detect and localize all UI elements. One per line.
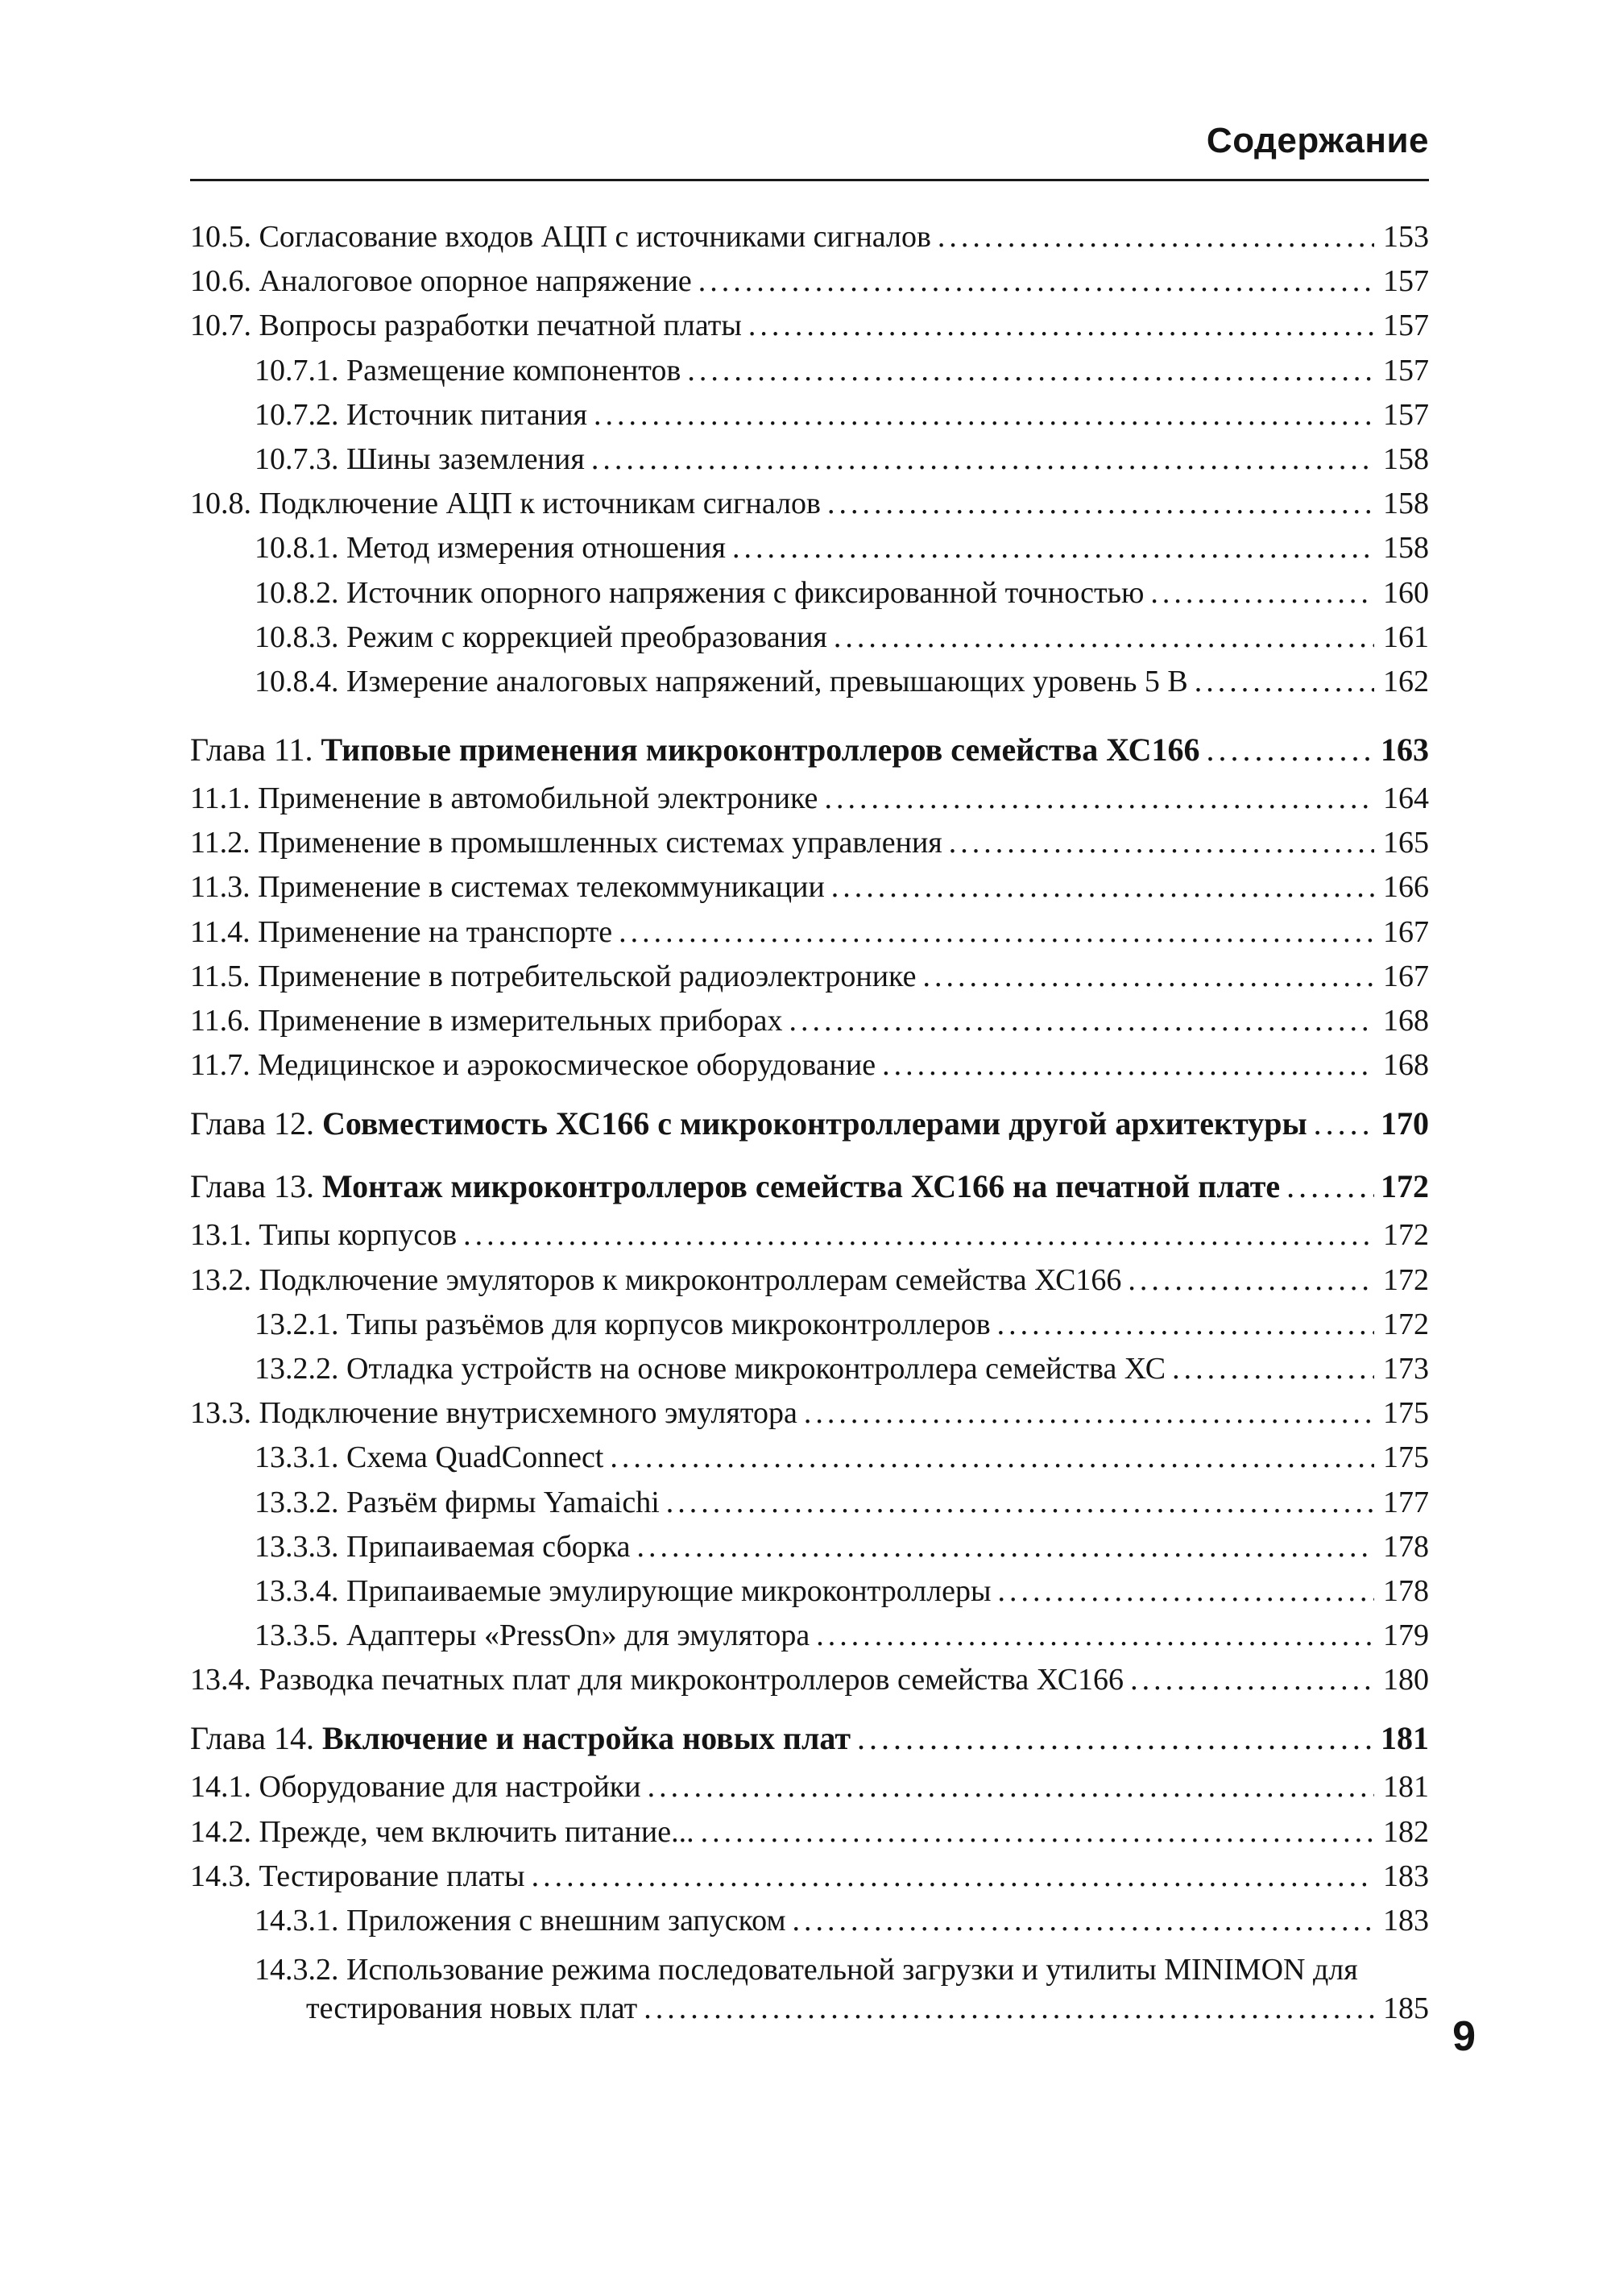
toc-entry-10-7-1 — [190, 353, 1429, 397]
toc-entry-13-2 — [190, 1262, 1429, 1307]
toc-entry-11-2 — [190, 825, 1429, 869]
toc-entry-title: 10.8.2. Источник опорного напряжения с фиксированной точностью — [255, 575, 1145, 610]
dot-leader — [834, 620, 1374, 655]
running-header: Содержание — [1206, 121, 1429, 160]
toc-entry-title: 13.2.2. Отладка устройств на основе микроконтроллера семейства ХС — [255, 1351, 1166, 1386]
dot-leader — [1286, 1167, 1374, 1205]
toc-entry-title: 13.3.1. Схема QuadConnect — [255, 1440, 604, 1475]
toc-entry-page: 185 — [1383, 1991, 1429, 2026]
chapter-title: Включение и настройка новых плат — [321, 1719, 851, 1756]
toc-entry-11-6 — [190, 1003, 1429, 1047]
chapter-page: 172 — [1381, 1167, 1429, 1204]
chapter-prefix: Глава 14. — [190, 1719, 314, 1756]
dot-leader — [1128, 1262, 1374, 1298]
dot-leader — [922, 959, 1374, 994]
toc-entry-13-3 — [190, 1395, 1429, 1440]
toc-entry-page: 167 — [1383, 959, 1429, 993]
dot-leader — [949, 825, 1374, 860]
header-rule — [190, 179, 1429, 181]
dot-leader — [594, 397, 1374, 433]
toc-entry-page: 182 — [1383, 1814, 1429, 1849]
toc-entry-title: 11.7. Медицинское и аэрокосмическое оборудование — [190, 1048, 876, 1083]
toc-entry-11-4 — [190, 914, 1429, 959]
toc-entry-13-3-2 — [190, 1485, 1429, 1529]
chapter-prefix: Глава 11. — [190, 731, 313, 768]
toc-entry-page: 162 — [1383, 664, 1429, 698]
chapter-page: 170 — [1381, 1104, 1429, 1142]
toc-entry-page: 158 — [1383, 441, 1429, 476]
toc-entry-10-8-3 — [190, 620, 1429, 664]
toc-entry-page: 161 — [1383, 620, 1429, 654]
dot-leader — [789, 1003, 1374, 1038]
dot-leader — [748, 308, 1374, 343]
dot-leader — [698, 263, 1374, 299]
toc-entry-title-line2: тестирования новых плат — [306, 1991, 638, 2026]
dot-leader — [1195, 664, 1374, 699]
toc-entry-11-3 — [190, 869, 1429, 914]
dot-leader — [532, 1859, 1374, 1894]
toc-entry-13-1 — [190, 1217, 1429, 1262]
toc-entry-13-3-5 — [190, 1618, 1429, 1662]
table-of-contents — [190, 219, 1429, 2028]
toc-entry-title-line1: 14.3.2. Использование режима последовательной загрузки и утилиты MINIMON для — [255, 1953, 1358, 1987]
toc-entry-page: 173 — [1383, 1351, 1429, 1386]
toc-entry-title: 13.4. Разводка печатных плат для микроконтроллеров семейства ХС166 — [190, 1663, 1124, 1697]
toc-entry-13-3-1 — [190, 1440, 1429, 1484]
dot-leader — [619, 914, 1374, 950]
toc-entry-13-3-3 — [190, 1529, 1429, 1573]
dot-leader — [793, 1903, 1375, 1938]
dot-leader — [648, 1769, 1374, 1805]
dot-leader — [463, 1217, 1374, 1253]
toc-entry-page: 157 — [1383, 397, 1429, 432]
toc-entry-title: 11.6. Применение в измерительных приборах — [190, 1004, 783, 1038]
toc-entry-13-4 — [190, 1662, 1429, 1706]
toc-entry-page: 175 — [1383, 1396, 1429, 1431]
dot-leader — [666, 1485, 1374, 1520]
toc-entry-title: 10.7.2. Источник питания — [255, 397, 587, 432]
toc-entry-title: 10.8.1. Метод измерения отношения — [255, 531, 726, 566]
toc-entry-page: 181 — [1383, 1770, 1429, 1805]
toc-entry-page: 165 — [1383, 826, 1429, 860]
toc-entry-11-7 — [190, 1047, 1429, 1092]
toc-entry-page: 175 — [1383, 1440, 1429, 1475]
toc-entry-page: 164 — [1383, 781, 1429, 816]
toc-entry-page: 168 — [1383, 1048, 1429, 1083]
toc-entry-page: 179 — [1383, 1618, 1429, 1653]
toc-chapter-12 — [190, 1092, 1429, 1154]
toc-entry-page: 153 — [1383, 220, 1429, 254]
toc-entry-10-8-4 — [190, 664, 1429, 708]
toc-entry-title: 14.2. Прежде, чем включить питание... — [190, 1814, 694, 1849]
toc-entry-page: 167 — [1383, 914, 1429, 949]
toc-entry-14-3 — [190, 1859, 1429, 1903]
toc-entry-page: 172 — [1383, 1307, 1429, 1341]
toc-entry-page: 178 — [1383, 1573, 1429, 1608]
toc-entry-title: 14.3.1. Приложения с внешним запуском — [255, 1904, 786, 1938]
dot-leader — [824, 781, 1374, 816]
dot-leader — [827, 486, 1374, 521]
dot-leader — [816, 1618, 1374, 1653]
dot-leader — [831, 869, 1374, 905]
toc-entry-title: 13.3.5. Адаптеры «PressOn» для эмулятора — [255, 1618, 810, 1653]
toc-entry-title: 10.7.3. Шины заземления — [255, 441, 585, 476]
toc-entry-title: 13.2.1. Типы разъёмов для корпусов микроконтроллеров — [255, 1307, 991, 1341]
page-number: 9 — [1452, 2013, 1476, 2060]
chapter-title: Типовые применения микроконтроллеров семейства ХС166 — [321, 731, 1200, 768]
toc-entry-page: 157 — [1383, 264, 1429, 299]
chapter-prefix: Глава 12. — [190, 1104, 314, 1142]
toc-entry-title: 11.2. Применение в промышленных системах управления — [190, 826, 942, 860]
toc-entry-title: 10.6. Аналоговое опорное напряжение — [190, 264, 692, 299]
dot-leader — [591, 441, 1374, 477]
toc-chapter-13 — [190, 1154, 1429, 1217]
toc-entry-title: 10.5. Согласование входов АЦП с источниками сигналов — [190, 220, 931, 254]
toc-entry-page: 183 — [1383, 1859, 1429, 1893]
dot-leader — [1314, 1104, 1374, 1142]
dot-leader — [732, 530, 1374, 566]
dot-leader — [1150, 575, 1374, 611]
toc-entry-title: 14.1. Оборудование для настройки — [190, 1770, 641, 1805]
toc-entry-14-3-1 — [190, 1903, 1429, 1947]
toc-entry-page: 158 — [1383, 531, 1429, 566]
dot-leader — [1172, 1351, 1374, 1386]
toc-entry-title: 13.1. Типы корпусов — [190, 1218, 458, 1253]
dot-leader — [998, 1573, 1374, 1609]
dot-leader — [1130, 1662, 1374, 1697]
dot-leader — [637, 1529, 1374, 1565]
toc-entry-title: 11.5. Применение в потребительской радиоэлектронике — [190, 959, 917, 993]
toc-entry-10-8-1 — [190, 530, 1429, 574]
chapter-title: Совместимость ХС166 с микроконтроллерами другой архитектуры — [321, 1104, 1307, 1142]
toc-entry-14-3-2 — [190, 1947, 1429, 2028]
toc-entry-title: 13.2. Подключение эмуляторов к микроконтроллерам семейства ХС166 — [190, 1262, 1122, 1297]
toc-entry-13-2-1 — [190, 1307, 1429, 1351]
toc-entry-10-7 — [190, 308, 1429, 352]
toc-entry-page: 158 — [1383, 487, 1429, 521]
toc-chapter-14 — [190, 1706, 1429, 1769]
toc-entry-14-1 — [190, 1769, 1429, 1813]
toc-entry-title: 10.8.4. Измерение аналоговых напряжений, превышающих уровень 5 В — [255, 664, 1188, 698]
toc-chapter-11 — [190, 718, 1429, 781]
toc-entry-10-7-3 — [190, 441, 1429, 486]
toc-entry-page: 157 — [1383, 309, 1429, 343]
toc-entry-title: 10.8.3. Режим с коррекцией преобразования — [255, 620, 827, 654]
toc-entry-title: 14.3. Тестирование платы — [190, 1859, 525, 1893]
toc-entry-title: 11.1. Применение в автомобильной электронике — [190, 781, 818, 816]
toc-entry-13-2-2 — [190, 1351, 1429, 1395]
toc-entry-title: 13.3. Подключение внутрисхемного эмулятора — [190, 1396, 797, 1431]
toc-entry-page: 178 — [1383, 1529, 1429, 1564]
chapter-prefix: Глава 13. — [190, 1167, 314, 1204]
dot-leader — [997, 1307, 1374, 1342]
toc-entry-10-8-2 — [190, 575, 1429, 620]
toc-entry-page: 177 — [1383, 1485, 1429, 1519]
toc-entry-page: 172 — [1383, 1218, 1429, 1253]
chapter-page: 181 — [1381, 1719, 1429, 1756]
toc-entry-page: 157 — [1383, 353, 1429, 388]
toc-entry-11-1 — [190, 781, 1429, 825]
toc-entry-title: 11.4. Применение на транспорте — [190, 914, 613, 949]
toc-entry-title: 13.3.2. Разъём фирмы Yamaichi — [255, 1485, 660, 1519]
toc-entry-13-3-4 — [190, 1573, 1429, 1618]
toc-entry-10-7-2 — [190, 397, 1429, 441]
dot-leader — [804, 1395, 1374, 1431]
toc-entry-10-8 — [190, 486, 1429, 530]
dot-leader — [701, 1814, 1374, 1850]
toc-entry-page: 160 — [1383, 575, 1429, 610]
dot-leader — [857, 1719, 1374, 1757]
dot-leader — [687, 353, 1374, 388]
dot-leader — [938, 219, 1374, 255]
toc-entry-title: 13.3.3. Припаиваемая сборка — [255, 1529, 631, 1564]
toc-entry-10-5 — [190, 219, 1429, 263]
toc-entry-page: 183 — [1383, 1904, 1429, 1938]
toc-entry-title: 13.3.4. Припаиваемые эмулирующие микроконтроллеры — [255, 1573, 992, 1608]
chapter-title: Монтаж микроконтроллеров семейства ХС166 на печатной плате — [321, 1167, 1281, 1204]
toc-entry-page: 172 — [1383, 1262, 1429, 1297]
toc-entry-page: 180 — [1383, 1663, 1429, 1697]
toc-entry-10-6 — [190, 263, 1429, 308]
toc-entry-page: 168 — [1383, 1004, 1429, 1038]
toc-entry-title: 11.3. Применение в системах телекоммуникации — [190, 870, 825, 905]
dot-leader — [644, 1989, 1374, 2028]
toc-entry-page: 166 — [1383, 870, 1429, 905]
dot-leader — [1207, 731, 1374, 769]
toc-entry-title: 10.7. Вопросы разработки печатной платы — [190, 309, 742, 343]
toc-entry-title: 10.7.1. Размещение компонентов — [255, 353, 681, 388]
toc-entry-14-2 — [190, 1814, 1429, 1859]
toc-entry-title: 10.8. Подключение АЦП к источникам сигналов — [190, 487, 821, 521]
dot-leader — [610, 1440, 1374, 1475]
dot-leader — [882, 1047, 1374, 1083]
chapter-page: 163 — [1381, 731, 1429, 768]
toc-entry-11-5 — [190, 959, 1429, 1003]
